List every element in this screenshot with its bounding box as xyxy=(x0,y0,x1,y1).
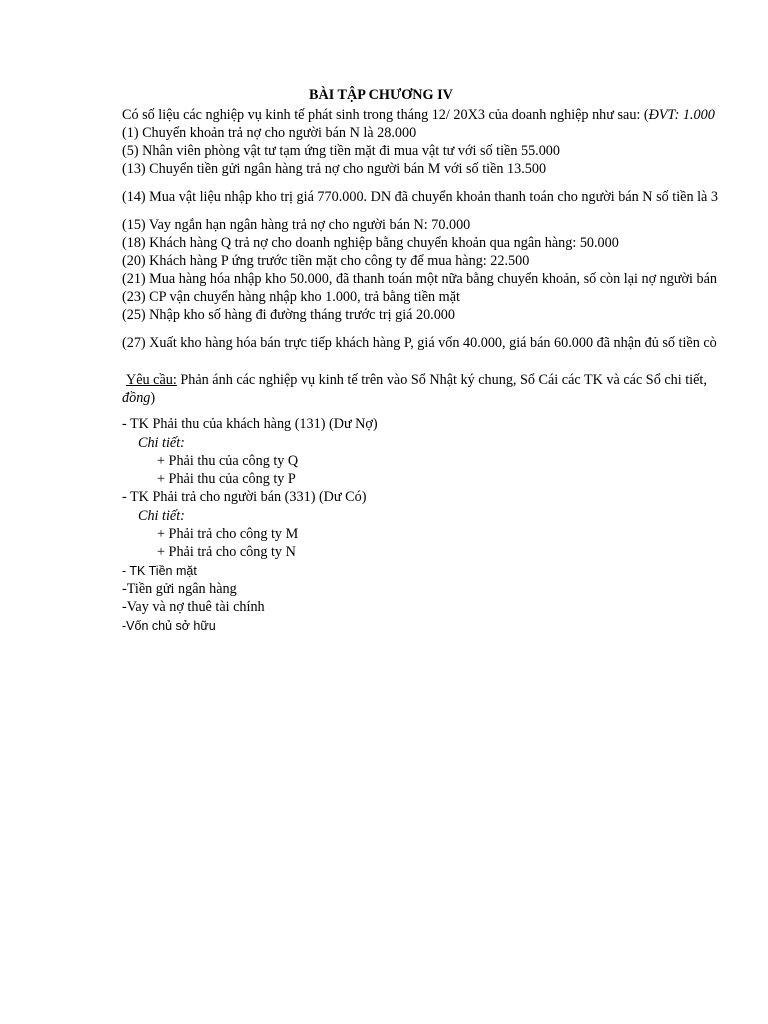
transaction-14: (14) Mua vật liệu nhập kho trị giá 770.000. DN đã chuyển khoản thanh toán cho người bán N số tiền là 3 xyxy=(122,189,718,205)
account-payable: - TK Phải trả cho người bán (331) (Dư Có) xyxy=(122,489,367,505)
receivable-company-q: + Phải thu của công ty Q xyxy=(157,453,299,469)
transaction-27: (27) Xuất kho hàng hóa bán trực tiếp khách hàng P, giá vốn 40.000, giá bán 60.000 đã nhận đủ số tiền cò xyxy=(122,335,717,351)
transaction-20: (20) Khách hàng P ứng trước tiền mặt cho công ty để mua hàng: 22.500 xyxy=(122,253,530,269)
page-title: BÀI TẬP CHƯƠNG IV xyxy=(309,87,453,103)
payable-detail-label: Chi tiết: xyxy=(138,508,185,524)
requirement-label: Yêu cầu: xyxy=(126,372,177,388)
account-loans: -Vay và nợ thuê tài chính xyxy=(122,599,265,615)
requirement-close-paren: ) xyxy=(150,390,156,406)
transaction-21: (21) Mua hàng hóa nhập kho 50.000, đã thanh toán một nữa bằng chuyển khoản, số còn lại nợ người bán xyxy=(122,271,718,287)
transaction-1: (1) Chuyển khoản trả nợ cho người bán N là 28.000 xyxy=(122,125,417,141)
payable-company-m: + Phải trả cho công ty M xyxy=(157,526,299,542)
receivable-company-p: + Phải thu của công ty P xyxy=(157,471,296,487)
transaction-13: (13) Chuyển tiền gửi ngân hàng trả nợ cho người bán M với số tiền 13.500 xyxy=(122,161,547,177)
requirement-continuation-text: đồng xyxy=(122,390,151,406)
intro-text: Có số liệu các nghiệp vụ kinh tế phát sinh trong tháng 12/ 20X3 của doanh nghiệp như sau: ( xyxy=(122,107,649,123)
transaction-23: (23) CP vận chuyển hàng nhập kho 1.000, trả bằng tiền mặt xyxy=(122,289,460,305)
payable-company-n: + Phải trả cho công ty N xyxy=(157,544,296,560)
transaction-15: (15) Vay ngắn hạn ngân hàng trả nợ cho người bán N: 70.000 xyxy=(122,217,471,233)
transaction-25: (25) Nhập kho số hàng đi đường tháng trước trị giá 20.000 xyxy=(122,307,455,323)
unit-note: ĐVT: 1.000 xyxy=(648,107,715,123)
requirement-text: Phản ánh các nghiệp vụ kinh tế trên vào Sổ Nhật ký chung, Sổ Cái các TK và các Sổ chi tiết, xyxy=(176,372,707,388)
requirement-line xyxy=(126,371,707,389)
intro-line xyxy=(122,106,715,124)
account-bank-deposit: -Tiền gửi ngân hàng xyxy=(122,581,237,597)
account-equity: -Vốn chủ sở hữu xyxy=(122,619,216,633)
transaction-18: (18) Khách hàng Q trả nợ cho doanh nghiệp bằng chuyển khoản qua ngân hàng: 50.000 xyxy=(122,235,619,251)
account-receivable: - TK Phải thu của khách hàng (131) (Dư Nợ) xyxy=(122,416,378,432)
account-cash: - TK Tiền mặt xyxy=(122,564,197,578)
transaction-5: (5) Nhân viên phòng vật tư tạm ứng tiền mặt đi mua vật tư với số tiền 55.000 xyxy=(122,143,560,159)
requirement-continuation xyxy=(122,389,155,407)
receivable-detail-label: Chi tiết: xyxy=(138,435,185,451)
